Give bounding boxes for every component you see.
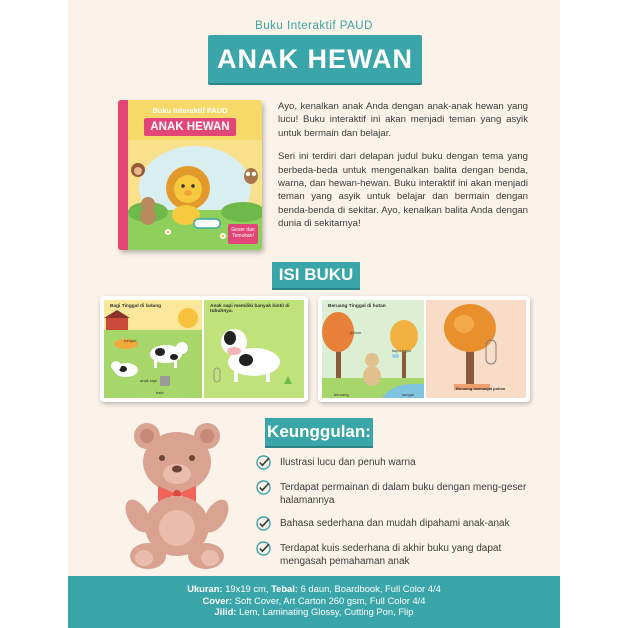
spec-cover-line	[68, 595, 560, 607]
spread-forest-left-page	[322, 300, 424, 398]
spec-binding-value: Lem, Laminating Glossy, Cutting Pon, Flip	[236, 606, 414, 617]
title-banner: ANAK HEWAN	[208, 35, 422, 83]
series-label: Buku Interaktif PAUD	[255, 20, 373, 32]
label-kupu-kupu: kupu-kupu	[392, 348, 411, 353]
spread-farm-right-text: Anak sapi memiliki banyak bintil di tubuhnya.	[210, 304, 290, 314]
tree-illustration	[426, 300, 526, 398]
spec-size-line	[68, 583, 560, 595]
spread-forest-left-text: Beruang Tinggal di hutan	[328, 304, 386, 309]
specs-footer	[68, 576, 560, 628]
feature-item	[256, 517, 546, 530]
feature-text: Terdapat permainan di dalam buku dengan meng-geser halamannya	[280, 482, 527, 506]
teddy-bear-illustration	[122, 422, 232, 572]
feature-item	[256, 542, 546, 568]
spread-farm-left-text: Bagi Tinggal di ladang	[110, 304, 162, 309]
intro-text	[278, 100, 528, 241]
intro-paragraph-2: Seri ini terdiri dari delapan judul buku dengan tema yang berbeda-beda untuk mengenalkan balita dengan benda, warna, dan hewan-hewan. Buku interaktif ini akan menjadi teman yang asyik untuk belajar dan bermain dengan benda-benda di sekitar. Ayo, kenalkan balita Anda dengan dunia di sekitarnya!	[278, 151, 528, 230]
checkmark-icon	[256, 516, 271, 531]
cover-badge: Geser dan Temukan!	[228, 224, 258, 244]
spec-binding-line	[68, 606, 560, 618]
isi-buku-banner: ISI BUKU	[272, 262, 360, 288]
spec-size-value: 19x19 cm,	[222, 583, 272, 594]
calf-illustration	[204, 300, 304, 398]
cover-title: ANAK HEWAN	[144, 118, 236, 136]
label-babi: babi	[156, 390, 164, 395]
checkmark-icon	[256, 480, 271, 495]
spec-size-label: Ukuran:	[187, 583, 223, 594]
spec-binding-label: Jilid:	[214, 606, 237, 617]
feature-text: Bahasa sederhana dan mudah dipahami anak-anak	[280, 518, 510, 529]
label-sungai: sungai	[402, 392, 414, 397]
intro-paragraph-1: Ayo, kenalkan anak Anda dengan anak-anak hewan yang lucu! Buku interaktif ini akan menjadi teman yang asyik untuk bermain dan belajar.	[278, 101, 528, 139]
label-beruang: beruang	[334, 392, 349, 397]
spec-cover-value: Soft Cover, Art Carton 260 gsm, Full Color 4/4	[232, 594, 426, 606]
spread-forest-right-page	[426, 300, 526, 398]
checkmark-icon	[256, 455, 271, 470]
cover-series-label: Buku Interaktif PAUD	[152, 106, 228, 115]
spec-thickness-value: 6 daun, Boardbook, Full Color 4/4	[298, 583, 441, 594]
product-sheet	[68, 0, 560, 628]
label-anak-sapi: anak sapi	[140, 378, 158, 383]
feature-item	[256, 481, 546, 507]
checkmark-icon	[256, 541, 271, 556]
spread-farm-left-page	[104, 300, 202, 398]
label-pohon: pohon	[350, 330, 362, 335]
farm-illustration	[104, 300, 202, 398]
spread-forest-right-text: Beruang memanjat pohon	[456, 386, 506, 391]
spread-farm-right-page	[204, 300, 304, 398]
book-spread-forest	[318, 296, 530, 402]
spec-thickness-label: Tebal:	[271, 583, 298, 594]
keunggulan-list	[256, 456, 546, 568]
book-cover	[118, 100, 262, 250]
label-rumput: rumput	[124, 338, 137, 343]
feature-text: Ilustrasi lucu dan penuh warna	[280, 457, 416, 468]
feature-item	[256, 456, 546, 469]
cover-spine	[118, 100, 128, 250]
book-spread-farm	[100, 296, 308, 402]
spec-cover-label: Cover:	[202, 594, 233, 606]
feature-text: Terdapat kuis sederhana di akhir buku yang dapat mengasah pemahaman anak	[280, 543, 502, 567]
keunggulan-banner: Keunggulan:	[265, 418, 373, 446]
